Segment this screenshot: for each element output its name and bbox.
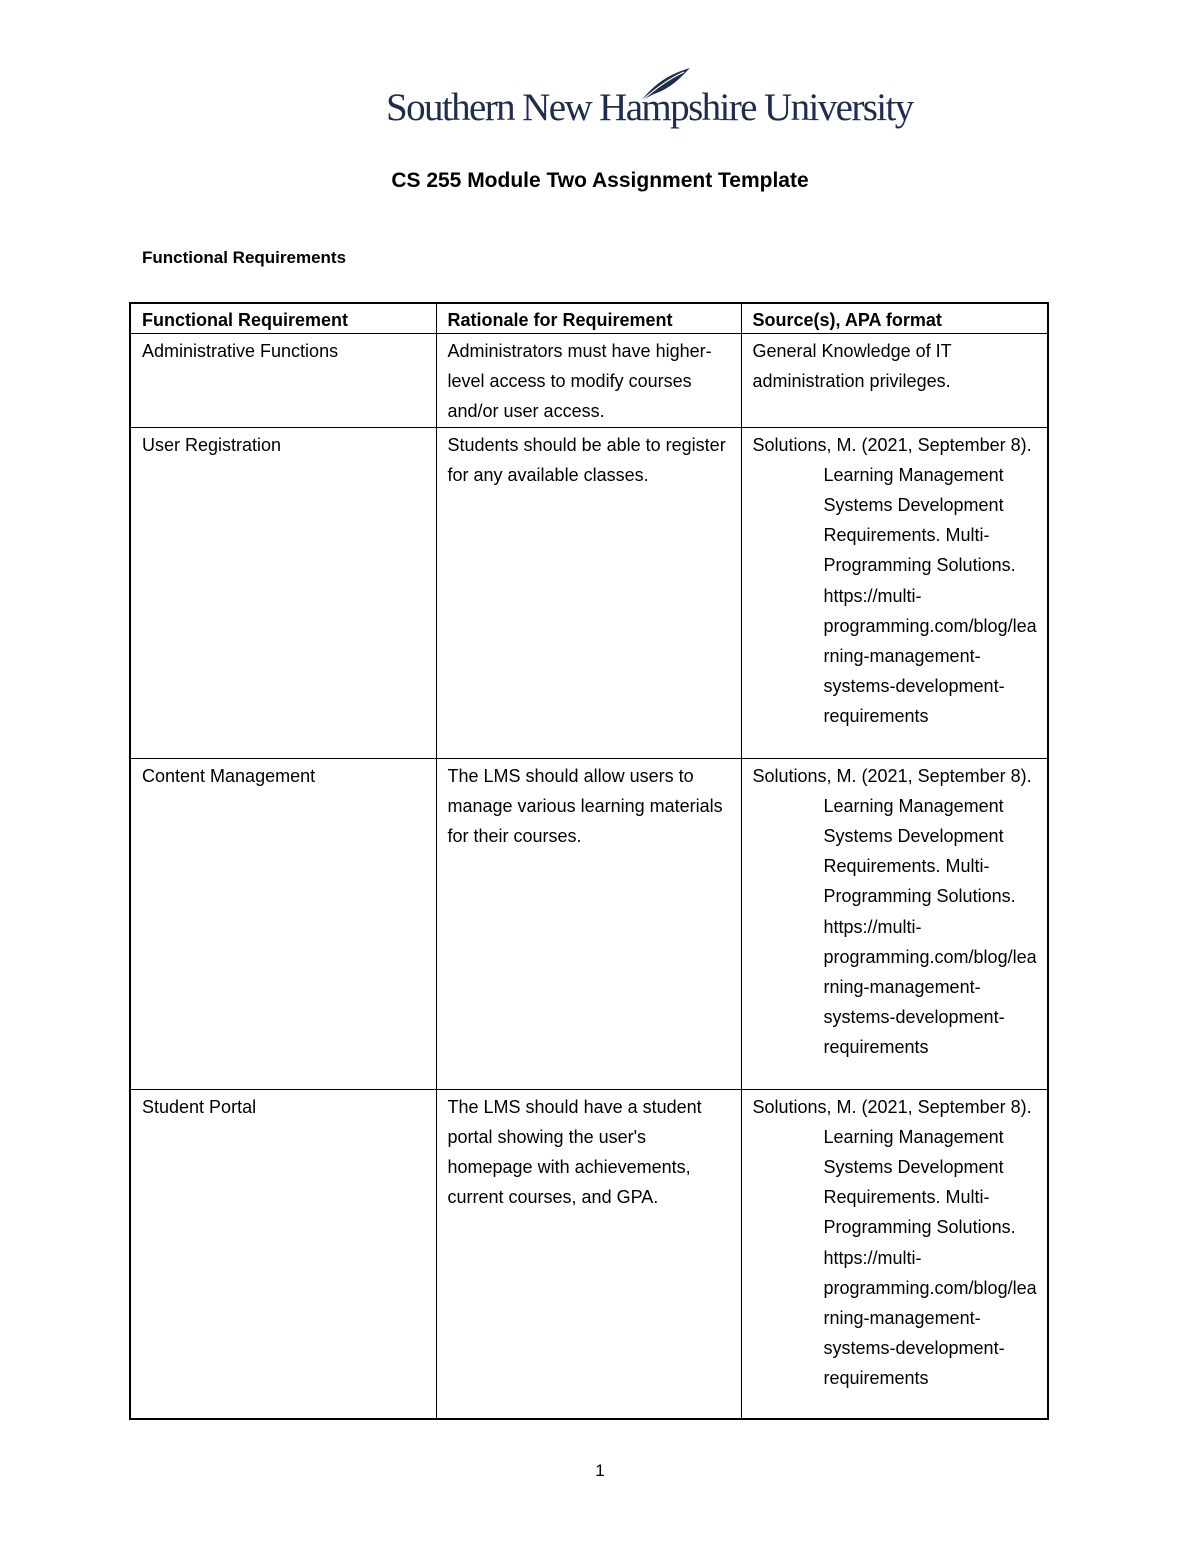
page-number: 1 — [595, 1461, 605, 1480]
requirement-text: Content Management — [142, 765, 316, 786]
source-cell — [741, 334, 1048, 428]
requirement-text: Administrative Functions — [142, 341, 339, 361]
table-header-row — [130, 303, 1048, 334]
requirement-text: User Registration — [142, 434, 282, 455]
requirement-cell — [130, 334, 436, 428]
rationale-cell — [436, 1089, 741, 1419]
column-header-source: Source(s), APA format — [741, 303, 1048, 334]
section-heading: Functional Requirements — [142, 248, 347, 267]
requirement-cell — [130, 1089, 436, 1419]
table-row — [130, 427, 1048, 758]
source-cell — [741, 427, 1048, 758]
source-citation: Solutions, M. (2021, September 8). Learning Management Systems Development Requirements. Multi-Programming Solutions. https://multi-programming.com/blog/learning-management-systems-development-requirements — [752, 434, 1037, 727]
rationale-cell — [436, 427, 741, 758]
source-cell — [741, 1089, 1048, 1419]
university-logo — [386, 66, 913, 138]
source-cell — [741, 758, 1048, 1089]
requirement-cell — [130, 427, 436, 758]
rationale-cell — [436, 334, 741, 428]
source-citation: Solutions, M. (2021, September 8). Learning Management Systems Development Requirements. Multi-Programming Solutions. https://multi-programming.com/blog/learning-management-systems-development-requirements — [752, 765, 1037, 1058]
requirement-cell — [130, 758, 436, 1089]
source-text: General Knowledge of IT administration privileges. — [752, 341, 952, 392]
table-row — [130, 758, 1048, 1089]
rationale-text: Students should be able to register for any available classes. — [447, 434, 726, 485]
column-header-requirement: Functional Requirement — [130, 303, 436, 334]
logo-wordmark: Southern New Hampshire University — [386, 86, 913, 129]
rationale-cell — [436, 758, 741, 1089]
source-citation: Solutions, M. (2021, September 8). Learning Management Systems Development Requirements. Multi-Programming Solutions. https://multi-programming.com/blog/learning-management-systems-development-requirements — [752, 1096, 1037, 1389]
rationale-text: Administrators must have higher-level access to modify courses and/or user access. — [447, 341, 712, 422]
requirement-text: Student Portal — [142, 1096, 257, 1117]
table-row — [130, 334, 1048, 428]
column-header-rationale: Rationale for Requirement — [436, 303, 741, 334]
rationale-text: The LMS should have a student portal showing the user's homepage with achievements, current courses, and GPA. — [447, 1096, 702, 1208]
rationale-text: The LMS should allow users to manage various learning materials for their courses. — [447, 765, 723, 847]
requirements-table — [129, 302, 1049, 1420]
table-row — [130, 1089, 1048, 1419]
document-title: CS 255 Module Two Assignment Template — [391, 169, 809, 192]
